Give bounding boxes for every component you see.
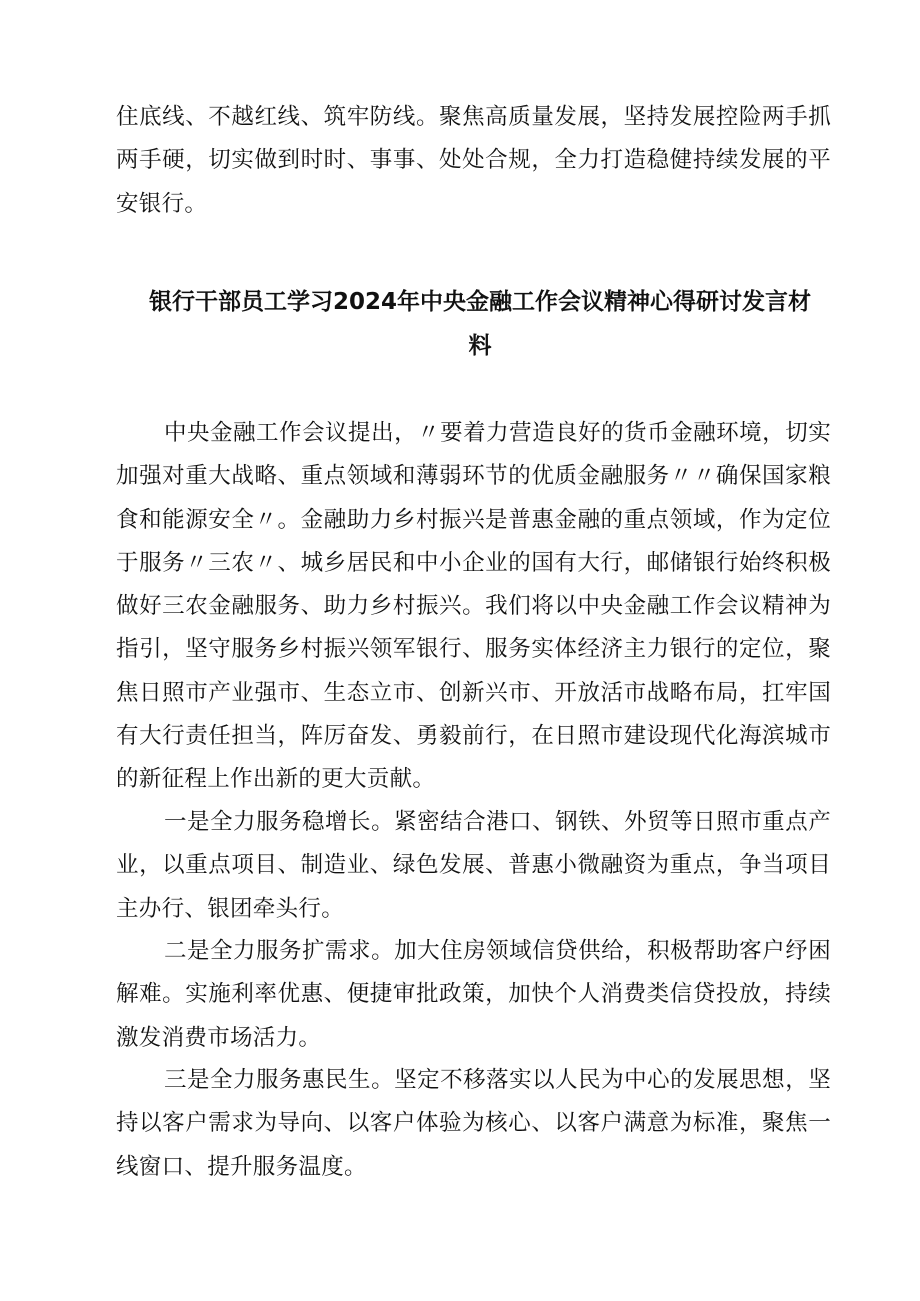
body-paragraph-intro: 中央金融工作会议提出，〃要着力营造良好的货币金融环境，切实加强对重大战略、重点领域和薄弱环节的优质金融服务〃〃确保国家粮食和能源安全〃。金融助力乡村振兴是普惠金融的重点领域，作为定位于服务〃三农〃、城乡居民和中小企业的国有大行，邮储银行始终积极做好三农金融服务、助力乡村振兴。我们将以中央金融工作会议精神为指引，坚守服务乡村振兴领军银行、服务实体经济主力银行的定位，聚焦日照市产业强市、生态立市、创新兴市、开放活市战略布局，扛牢国有大行责任担当，阵厉奋发、勇毅前行，在日照市建设现代化海滨城市的新征程上作出新的更大贡献。 (116, 420, 831, 793)
top-paragraph: 住底线、不越红线、筑牢防线。聚焦高质量发展，坚持发展控险两手抓两手硬，切实做到时时、事事、处处合规，全力打造稳健持续发展的平安银行。 (116, 104, 831, 217)
body-paragraph-growth: 一是全力服务稳增长。紧密结合港口、钢铁、外贸等日照市重点产业，以重点项目、制造业、绿色发展、普惠小微融资为重点，争当项目主办行、银团牵头行。 (116, 809, 831, 922)
body-paragraph-livelihood: 三是全力服务惠民生。坚定不移落实以人民为中心的发展思想，坚持以客户需求为导向、以客户体验为核心、以客户满意为标准，聚焦一线窗口、提升服务温度。 (116, 1067, 831, 1180)
document-title: 银行干部员工学习2024年中央金融工作会议精神心得研讨发言材料 (148, 289, 811, 359)
body-paragraph-demand: 二是全力服务扩需求。加大住房领域信贷供给，积极帮助客户纾困解难。实施利率优惠、便捷审批政策，加快个人消费类信贷投放，持续激发消费市场活力。 (116, 938, 831, 1051)
